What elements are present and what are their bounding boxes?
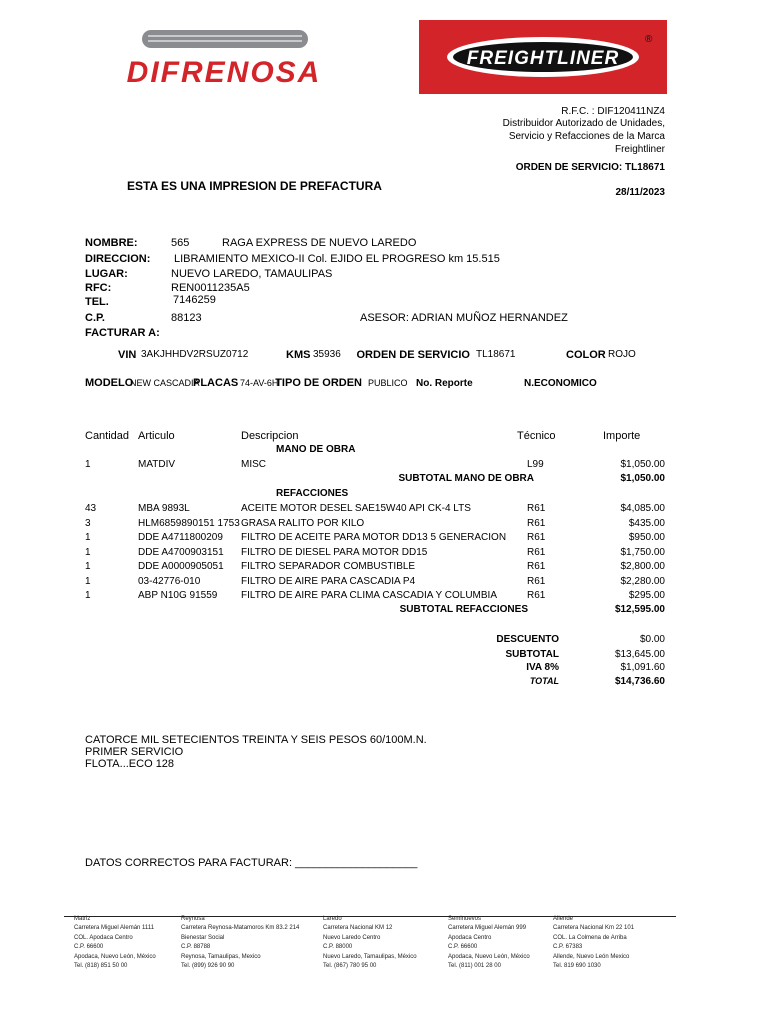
cell-technician: R61 [527,590,546,601]
branch-line: C.P. 66600 [74,944,104,951]
distributor-line-2: Servicio y Refacciones de la Marca [508,131,665,142]
footer-branch [448,915,530,971]
cell-importe: $4,085.00 [620,503,665,514]
difrenosa-logo-graphic [84,26,364,88]
subtotal-mano-value: $1,050.00 [620,473,665,484]
cell-qty: 1 [85,561,91,572]
descuento-value: $0.00 [639,634,665,645]
customer-rfc: REN0011235A5 [171,282,250,294]
note-line-3: FLOTA...ECO 128 [85,758,175,770]
cell-importe: $1,050.00 [620,459,665,470]
direccion-label: DIRECCION: [85,253,151,265]
iva-value: $1,091.60 [620,662,665,673]
cell-qty: 43 [85,503,97,514]
branch-line: Tel. 819 690 1030 [553,963,601,970]
freightliner-logo [419,20,667,94]
cell-articulo: MATDIV [138,459,176,470]
nombre-label: NOMBRE: [85,237,138,249]
cell-qty: 1 [85,459,91,470]
customer-name: RAGA EXPRESS DE NUEVO LAREDO [222,237,417,249]
cell-importe: $2,280.00 [620,575,665,587]
difrenosa-logo [84,26,364,88]
cell-description: GRASA RALITO POR KILO [241,517,365,529]
cell-importe: $950.00 [628,532,665,543]
cell-importe: $2,800.00 [620,561,665,572]
document-title: ESTA ES UNA IMPRESION DE PREFACTURA [127,179,382,193]
branch-line: Tel. (818) 851 50 00 [74,963,128,970]
cell-qty: 1 [85,546,91,558]
cell-articulo: MBA 9893L [138,503,190,514]
cell-technician: R61 [527,517,546,529]
branch-line: C.P. 88000 [323,944,353,951]
cell-description: FILTRO SEPARADOR COMBUSTIBLE [241,561,416,572]
cell-technician: R61 [527,532,546,543]
section-refacciones: REFACCIONES [276,488,349,499]
tipo-value: PUBLICO [368,378,408,388]
customer-address: LIBRAMIENTO MEXICO-II Col. EJIDO EL PROGRESO km 15.515 [174,253,500,265]
branch-line: Nuevo Laredo, Tamaulipas, México [323,953,417,960]
branch-line: Apodaca, Nuevo León, México [74,953,156,960]
footer-branch [181,915,299,971]
branch-line: COL. La Colmena de Arriba [553,934,627,941]
branch-line: Tel. (867) 780 95 00 [323,963,377,970]
document-date: 28/11/2023 [615,187,665,198]
kms-value: 35936 [313,349,341,360]
cell-qty: 3 [85,517,91,529]
vin-value: 3AKJHHDV2RSUZ0712 [141,349,249,360]
company-rfc: R.F.C. : DIF120411NZ4 [561,106,665,117]
footer-branch [323,915,417,971]
cell-description: ACEITE MOTOR DESEL SAE15W40 API CK-4 LTS [241,503,471,514]
freightliner-logo-graphic [419,20,667,94]
descuento-label: DESCUENTO [496,634,559,645]
distributor-line-1: Distribuidor Autorizado de Unidades, [502,118,665,129]
cp-label: C.P. [85,312,105,324]
cell-description: FILTRO DE DIESEL PARA MOTOR DD15 [241,546,428,558]
cell-articulo: DDE A4711800209 [138,532,223,543]
cell-articulo: DDE A0000905051 [138,561,224,572]
branch-name: Reynosa [181,916,205,922]
subtotal-label: SUBTOTAL [505,649,559,660]
branch-line: Nuevo Laredo Centro [323,934,381,941]
cell-qty: 1 [85,575,91,587]
branch-line: Carretera Miguel Alemán 1111 [74,925,155,932]
cell-qty: 1 [85,590,91,601]
subtotal-value: $13,645.00 [614,649,665,660]
subtotal-ref-value: $12,595.00 [614,604,665,615]
branch-line: Carretera Nacional Km 22 101 [553,925,635,932]
cell-importe: $435.00 [628,517,665,529]
branch-line: COL. Apodaca Centro [74,934,133,941]
cell-description: FILTRO DE AIRE PARA CLIMA CASCADIA Y COLUMBIA [241,590,498,601]
branch-line: C.P. 66600 [448,944,478,951]
service-order-number: ORDEN DE SERVICIO: TL18671 [515,162,665,173]
economico-label: N.ECONOMICO [524,378,597,389]
modelo-value-clip [130,378,200,391]
placas-value: 74-AV-6H [240,378,279,388]
branch-line: Allende, Nuevo León Mexico [553,953,630,960]
col-header-importe: Importe [603,430,641,442]
color-label: COLOR [566,349,606,361]
subtotal-ref-label: SUBTOTAL REFACCIONES [399,604,528,615]
modelo-label: MODELO [85,377,134,389]
freightliner-logo-text: FREIGHTLINER [466,48,620,69]
kms-label: KMS [286,349,311,361]
registered-mark: ® [645,34,653,45]
branch-line: Carretera Miguel Alemán 999 [448,925,527,932]
branch-line: Tel. (811) 001 28 00 [448,963,501,970]
branch-line: Carretera Nacional KM 12 [323,925,393,932]
modelo-label-clip [85,377,134,391]
modelo-value: NEW CASCADIA [130,378,200,388]
note-line-2: PRIMER SERVICIO [85,746,184,758]
cell-technician: R61 [527,575,546,587]
branch-name: Matriz [74,916,91,922]
branch-line: C.P. 67383 [553,944,583,951]
col-header-articulo: Articulo [138,430,175,442]
tel-label: TEL. [85,296,109,308]
orden-label: ORDEN DE SERVICIO [356,349,470,361]
branch-line: C.P. 88788 [181,944,211,951]
lugar-label: LUGAR: [85,268,128,280]
branch-name: Laredo [323,916,342,922]
color-value: ROJO [608,349,636,360]
service-advisor: ASESOR: ADRIAN MUÑOZ HERNANDEZ [360,312,568,324]
amount-in-words: CATORCE MIL SETECIENTOS TREINTA Y SEIS PESOS 60/100M.N. [85,734,427,746]
cell-qty: 1 [85,532,91,543]
branch-line: Carretera Reynosa-Matamoros Km 83.2 214 [181,925,300,932]
orden-value: TL18671 [476,349,516,360]
cell-description: MISC [241,459,266,470]
cell-importe: $295.00 [628,590,665,601]
cell-articulo: HLM6859890151 1753 [138,517,240,529]
branch-name: Allende [553,916,574,922]
section-mano-obra: MANO DE OBRA [276,444,356,455]
reporte-label: No. Reporte [416,378,473,389]
customer-cp: 88123 [171,312,202,324]
branch-line: Tel. (899) 926 90 90 [181,963,235,970]
col-header-tecnico: Técnico [517,430,556,442]
cell-technician: R61 [527,503,546,514]
footer-branch [553,915,634,971]
orden-label-clip [356,349,470,363]
col-header-descripcion: Descripcion [241,430,299,442]
difrenosa-logo-text: DIFRENOSA [126,56,322,89]
branch-line: Apodaca, Nuevo León, México [448,953,530,960]
branch-line: Bienestar Social [181,934,225,941]
col-header-cantidad: Cantidad [85,430,130,442]
cell-description: FILTRO DE AIRE PARA CASCADIA P4 [241,575,416,587]
subtotal-mano-label: SUBTOTAL MANO DE OBRA [398,473,534,484]
cell-articulo: DDE A4700903151 [138,546,224,558]
customer-place: NUEVO LAREDO, TAMAULIPAS [171,268,333,280]
rfc-label: RFC: [85,282,112,294]
cell-technician: L99 [527,459,544,470]
cell-technician: R61 [527,546,546,558]
facturar-label: FACTURAR A: [85,327,160,339]
cell-importe: $1,750.00 [620,546,665,558]
cell-articulo: ABP N10G 91559 [138,590,218,601]
branch-line: Reynosa, Tamaulipas, Mexico [181,953,261,960]
iva-label: IVA 8% [526,662,559,673]
placas-label: PLACAS [193,377,239,389]
tipo-label: TIPO DE ORDEN [275,377,362,389]
cell-description: FILTRO DE ACEITE PARA MOTOR DD13 5 GENERACION [241,532,507,543]
branch-line: Apodaca Centro [448,934,492,941]
footer-branch [74,915,156,971]
customer-phone: 7146259 [173,294,216,306]
branch-name: Seminuevos [448,916,482,922]
vin-label: VIN [118,349,137,361]
distributor-line-3: Freightliner [614,144,665,155]
total-label: TOTAL [529,676,559,686]
cell-articulo: 03-42776-010 [138,575,201,587]
customer-number: 565 [171,237,190,249]
datos-correctos: DATOS CORRECTOS PARA FACTURAR: ____________________ [85,857,418,869]
total-value: $14,736.60 [614,676,665,687]
tipo-label-clip [275,377,362,391]
cell-technician: R61 [527,561,546,572]
